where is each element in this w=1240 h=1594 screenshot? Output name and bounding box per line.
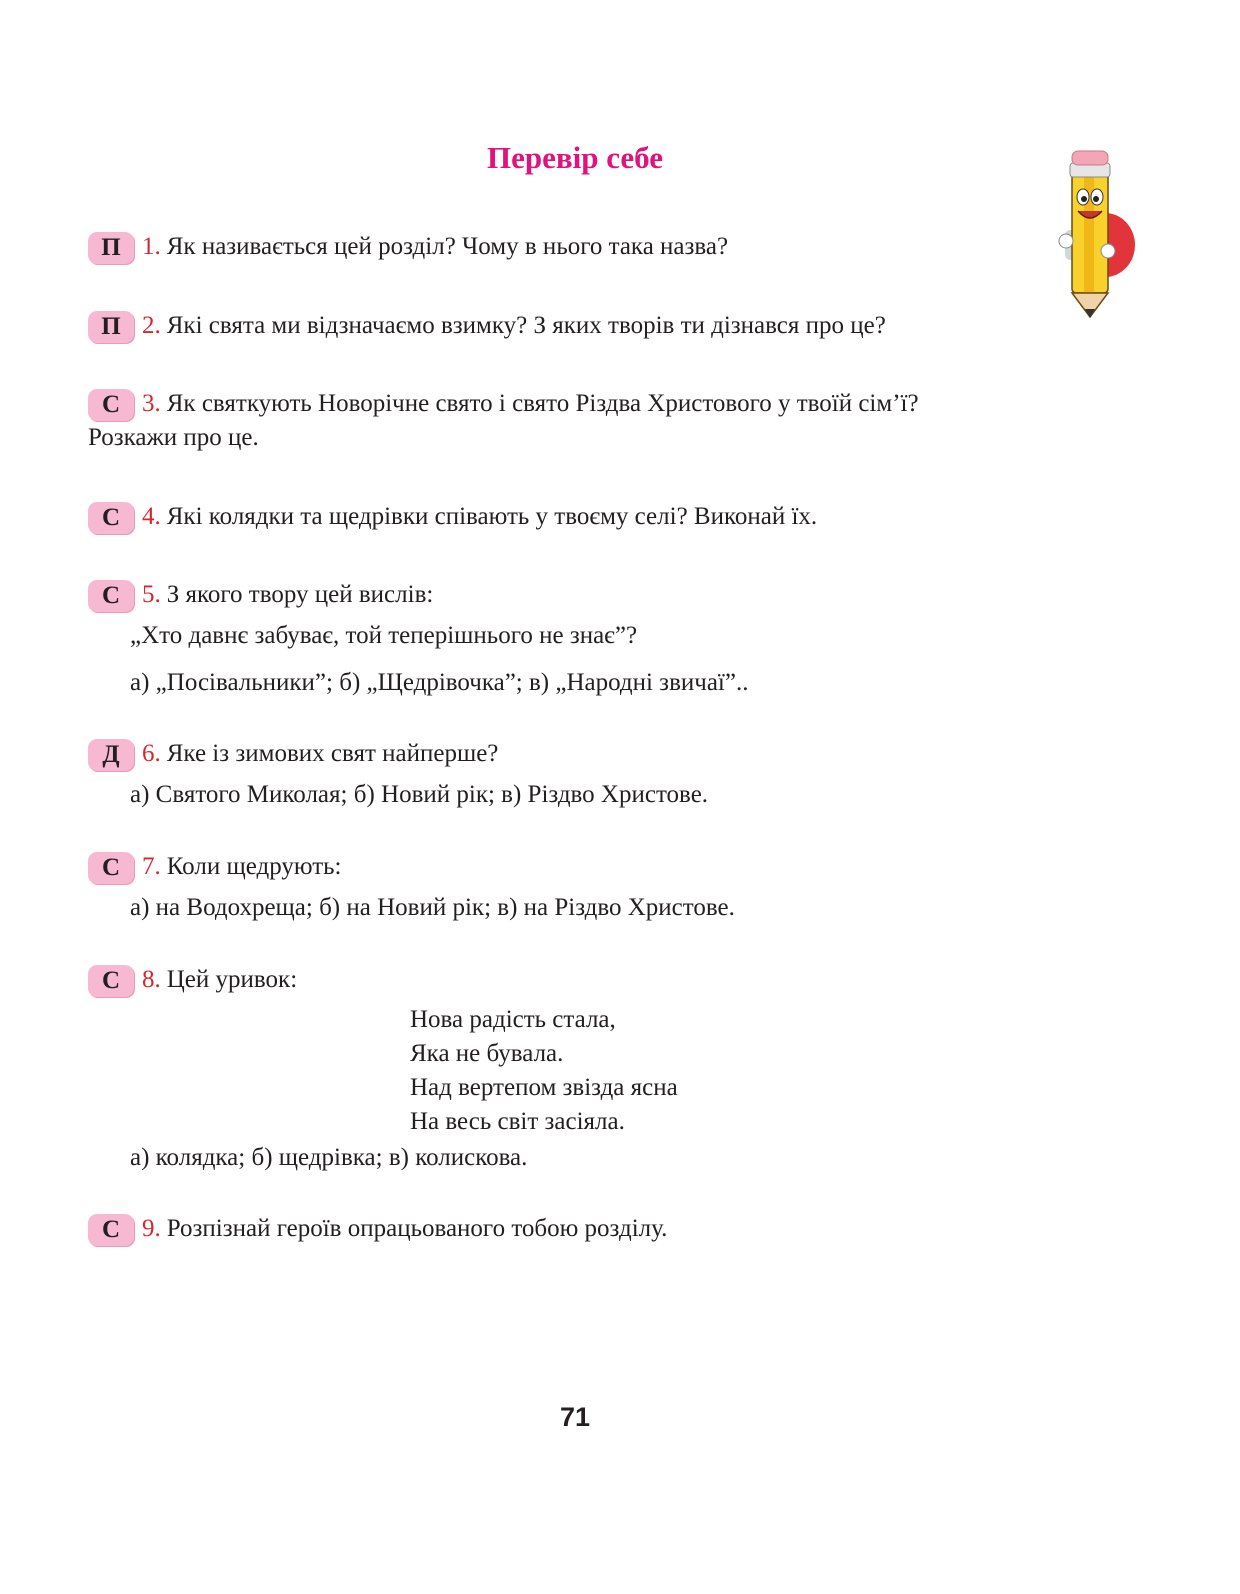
poem-line: Нова радість стала, <box>410 1006 616 1033</box>
level-badge: П <box>88 311 134 343</box>
question-9 <box>88 1212 1088 1246</box>
level-badge: С <box>88 852 134 884</box>
level-badge: С <box>88 1214 134 1246</box>
question-text: Цей уривок: <box>166 966 298 993</box>
answer-options: а) „Посівальники”; б) „Щедрівочка”; в) „Народні звичаї”.. <box>130 669 749 696</box>
question-text: Які свята ми відзначаємо взимку? З яких творів ти дізнався про це? <box>166 312 886 339</box>
question-3-continuation: Розкажи про це. <box>88 424 259 451</box>
page-number: 71 <box>559 1402 591 1432</box>
poem-line: На весь світ засіяла. <box>410 1108 625 1135</box>
level-badge: С <box>88 580 134 612</box>
question-number: 1. <box>142 233 161 260</box>
poem-line: Над вертепом звізда ясна <box>410 1074 678 1101</box>
quote-line: „Хто давнє забуває, той теперішнього не знає”? <box>130 622 638 649</box>
poem-excerpt <box>410 1003 678 1139</box>
question-number: 8. <box>142 966 161 993</box>
answer-options: а) на Водохреща; б) на Новий рік; в) на Різдво Христове. <box>130 894 735 921</box>
question-text: Як називається цей розділ? Чому в нього така назва? <box>166 233 729 260</box>
question-text: Які колядки та щедрівки співають у твоєму селі? Виконай їх. <box>166 503 818 530</box>
question-3 <box>88 387 1088 421</box>
answer-options: а) Святого Миколая; б) Новий рік; в) Різдво Христове. <box>130 781 709 808</box>
question-8 <box>88 963 1088 997</box>
question-number: 6. <box>142 740 161 767</box>
level-badge: Д <box>88 739 134 771</box>
level-badge: П <box>88 232 134 264</box>
question-text: Як святкують Новорічне свято і свято Різдва Христового у твоїй сім’ї? <box>166 390 919 417</box>
level-badge: С <box>88 389 134 421</box>
question-number: 9. <box>142 1215 161 1242</box>
question-number: 3. <box>142 390 161 417</box>
page-title: Перевір себе <box>487 140 663 175</box>
question-1 <box>88 230 1088 264</box>
question-text: Коли щедрують: <box>166 853 342 880</box>
question-text: Розпізнай героїв опрацьованого тобою розділу. <box>166 1215 668 1242</box>
poem-line: Яка не бувала. <box>410 1040 564 1067</box>
level-badge: С <box>88 965 134 997</box>
question-2 <box>88 309 1088 343</box>
question-number: 4. <box>142 503 161 530</box>
question-7 <box>88 850 1088 884</box>
level-badge: С <box>88 502 134 534</box>
question-4 <box>88 500 1088 534</box>
question-text: З якого твору цей вислів: <box>166 581 434 608</box>
question-number: 5. <box>142 581 161 608</box>
question-text: Яке із зимових свят найперше? <box>166 740 499 767</box>
answer-options: а) колядка; б) щедрівка; в) колискова. <box>130 1144 528 1171</box>
question-number: 2. <box>142 312 161 339</box>
question-5 <box>88 578 1088 612</box>
question-6 <box>88 737 1088 771</box>
question-number: 7. <box>142 853 161 880</box>
